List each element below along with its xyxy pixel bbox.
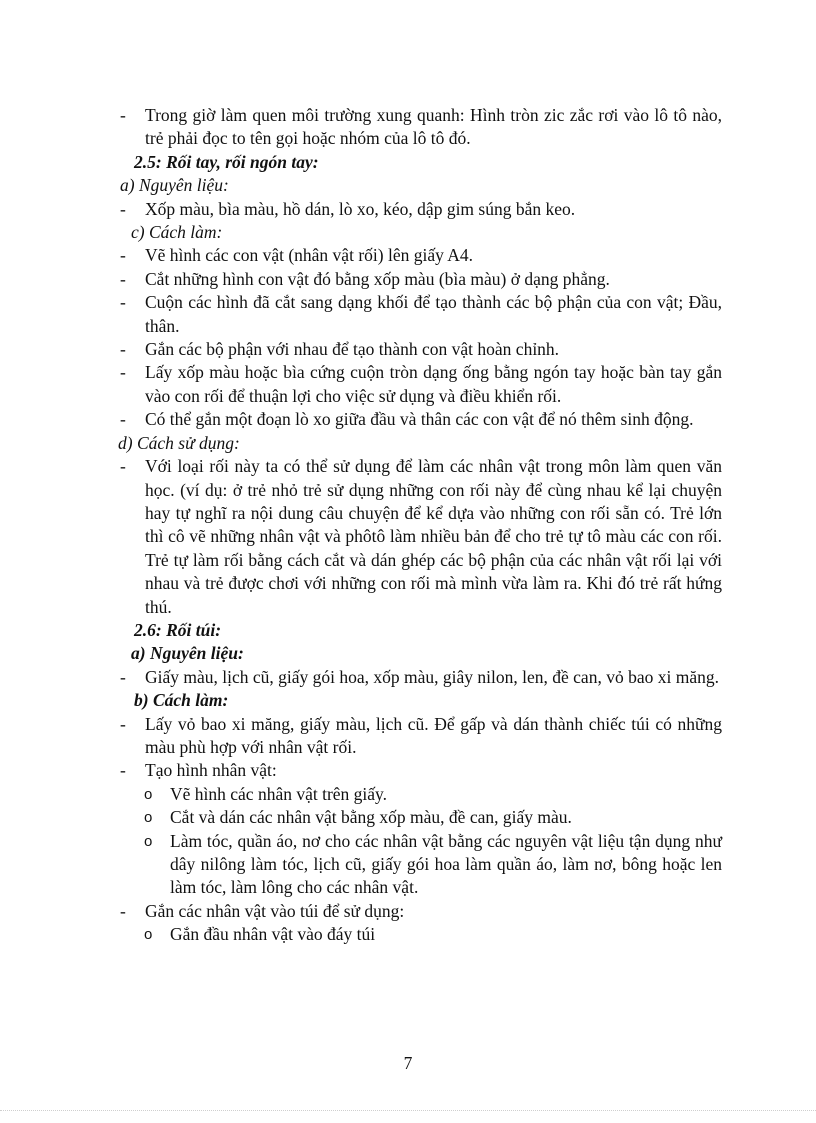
list-item-text: Tạo hình nhân vật: — [145, 760, 277, 781]
circle-bullet: o — [144, 832, 153, 850]
list-item — [118, 666, 722, 689]
dash-bullet: - — [120, 362, 126, 383]
sub-list-item-text: Cắt và dán các nhân vật bằng xốp màu, đề can, giấy màu. — [170, 807, 572, 828]
subsection-label-method: c) Cách làm: — [131, 222, 223, 243]
list-item-text: Gắn các nhân vật vào túi để sử dụng: — [145, 900, 405, 921]
list-item — [118, 104, 722, 151]
dash-bullet: - — [120, 666, 126, 687]
circle-bullet: o — [144, 785, 153, 803]
dash-bullet: - — [120, 760, 126, 781]
page-content — [118, 104, 722, 947]
sub-list-item — [118, 806, 722, 829]
dash-bullet: - — [120, 409, 126, 430]
list-item-text: Có thể gắn một đoạn lò xo giữa đầu và thân các con vật để nó thêm sinh động. — [145, 409, 694, 430]
section-heading-2-6: 2.6: Rối túi: — [134, 619, 222, 640]
list-item-text: Xốp màu, bìa màu, hồ dán, lò xo, kéo, dập gim súng bắn keo. — [145, 198, 576, 219]
list-item-text: Cắt những hình con vật đó bằng xốp màu (bìa màu) ở dạng phẳng. — [145, 268, 610, 289]
page-number: 7 — [403, 1053, 413, 1073]
list-item-text: Trong giờ làm quen môi trường xung quanh: Hình tròn zic zắc rơi vào lô tô nào, trẻ phải đọc to tên gọi hoặc nhóm của lô tô đó. — [145, 105, 722, 149]
circle-bullet: o — [144, 809, 153, 827]
dash-bullet: - — [120, 105, 126, 125]
list-item — [118, 198, 722, 221]
sub-list-item — [118, 830, 722, 900]
dash-bullet: - — [120, 245, 126, 266]
sub-list-item-text: Vẽ hình các nhân vật trên giấy. — [170, 783, 388, 804]
circle-bullet: o — [144, 926, 153, 944]
list-item — [118, 900, 722, 923]
subsection-label-method: b) Cách làm: — [134, 690, 229, 711]
dash-bullet: - — [120, 198, 126, 219]
page-footer-divider — [0, 1110, 816, 1111]
dash-bullet: - — [120, 900, 126, 921]
list-item-text: Gắn các bộ phận với nhau để tạo thành con vật hoàn chỉnh. — [145, 339, 560, 360]
list-item — [118, 338, 722, 361]
sub-list-item — [118, 783, 722, 806]
list-item — [118, 268, 722, 291]
list-item — [118, 759, 722, 782]
list-item — [118, 361, 722, 408]
sub-list-item-text: Làm tóc, quần áo, nơ cho các nhân vật bằng các nguyên vật liệu tận dụng như dây nilông làm tóc, lịch cũ, giấy gói hoa làm quần áo, làm nơ, bông hoặc len làm tóc, làm lông cho các nhân vật. — [170, 830, 722, 898]
subsection-label-materials: a) Nguyên liệu: — [131, 643, 244, 664]
dash-bullet: - — [120, 339, 126, 360]
list-item — [118, 713, 722, 760]
list-item-text: Lấy vỏ bao xi măng, giấy màu, lịch cũ. Để gấp và dán thành chiếc túi có những màu phù hợp với nhân vật rối. — [145, 713, 722, 757]
sub-list-item-text: Gắn đầu nhân vật vào đáy túi — [170, 924, 376, 945]
dash-bullet: - — [120, 268, 126, 289]
dash-bullet: - — [120, 456, 126, 477]
list-item-text: Cuộn các hình đã cắt sang dạng khối để tạo thành các bộ phận của con vật; Đầu, thân. — [145, 292, 722, 336]
list-item — [118, 408, 722, 431]
list-item-text: Vẽ hình các con vật (nhân vật rối) lên giấy A4. — [145, 245, 474, 266]
subsection-label-usage: d) Cách sử dụng: — [118, 432, 240, 453]
list-item-text: Lấy xốp màu hoặc bìa cứng cuộn tròn dạng ống bằng ngón tay hoặc bàn tay gắn vào con rối để thuận lợi cho việc sử dụng và điều khiển rối. — [145, 362, 722, 406]
section-heading-2-5: 2.5: Rối tay, rối ngón tay: — [134, 151, 319, 172]
dash-bullet: - — [120, 713, 126, 734]
subsection-label-materials: a) Nguyên liệu: — [120, 175, 229, 196]
dash-bullet: - — [120, 292, 126, 313]
list-item — [118, 244, 722, 267]
list-item — [118, 455, 722, 619]
sub-list-item — [118, 923, 722, 946]
list-item-text: Giấy màu, lịch cũ, giấy gói hoa, xốp màu, giây nilon, len, đề can, vỏ bao xi măng. — [145, 666, 719, 687]
list-item-text: Với loại rối này ta có thể sử dụng để làm các nhân vật trong môn làm quen văn học. (ví dụ: ở trẻ nhỏ trẻ sử dụng những con rối này để cùng nhau kể lại chuyện hay tự nghĩ ra nội dung câu chuyện để kể dựa vào những con rối sẵn có. Trẻ lớn thì cô vẽ những nhân vật và phôtô làm nhiều bản để cho trẻ tự tô màu các con rối. Trẻ tự làm rối bằng cách cắt và dán ghép các bộ phận của các nhân vật rối lại với nhau và trẻ được chơi với những con rối mà mình vừa làm ra. Khi đó trẻ rất hứng thú. — [145, 456, 722, 617]
list-item — [118, 291, 722, 338]
